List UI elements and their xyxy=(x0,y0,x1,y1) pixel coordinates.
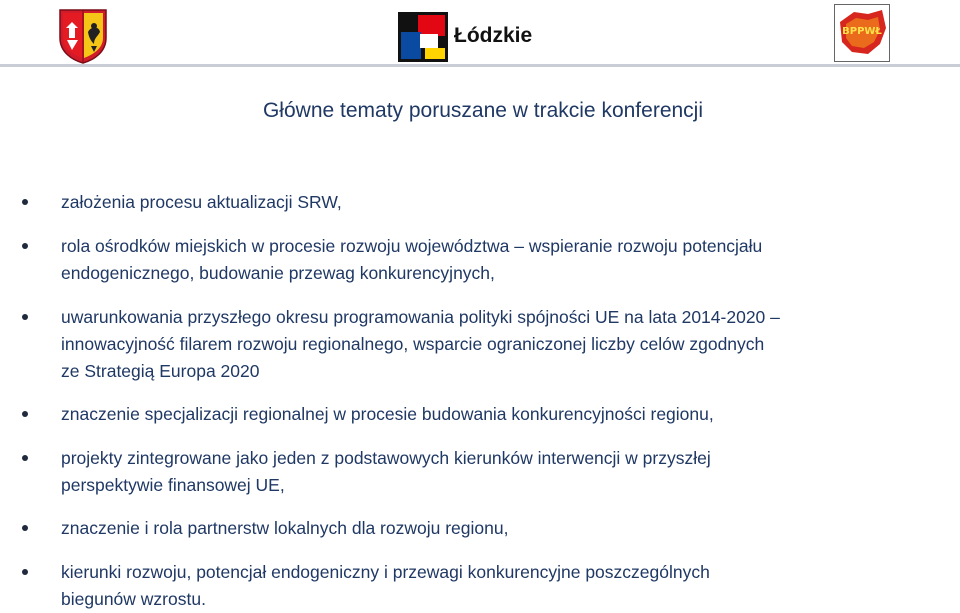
bullet-icon xyxy=(22,525,28,531)
lodzkie-logo-mark xyxy=(398,12,448,62)
lodzkie-logo-text: Łódzkie xyxy=(454,24,533,47)
slide-title: Główne tematy poruszane w trakcie konferencji xyxy=(262,99,704,122)
bppwl-logo xyxy=(834,4,890,62)
list-item-line: biegunów wzrostu. xyxy=(61,589,206,609)
list-item-line: rola ośrodków miejskich w procesie rozwoju województwa – wspieranie rozwoju potencjału xyxy=(61,236,763,256)
bullet-icon xyxy=(22,455,28,461)
list-item-line: założenia procesu aktualizacji SRW, xyxy=(61,192,342,212)
bullet-icon xyxy=(22,243,28,249)
bullet-icon xyxy=(22,199,28,205)
bppwl-logo-text: BPPWŁ xyxy=(842,26,882,37)
coat-of-arms-logo xyxy=(58,8,108,64)
list-item-line: perspektywie finansowej UE, xyxy=(61,475,285,495)
header-divider xyxy=(0,64,960,67)
list-item-line: uwarunkowania przyszłego okresu programowania polityki spójności UE na lata 2014-2020 – xyxy=(61,307,780,327)
list-item-text xyxy=(61,445,941,499)
list-item-text xyxy=(61,515,941,542)
list-item-text xyxy=(61,304,941,385)
bullet-icon xyxy=(22,314,28,320)
list-item-line: ze Strategią Europa 2020 xyxy=(61,361,260,381)
list-item-text xyxy=(61,233,941,287)
bullet-icon xyxy=(22,411,28,417)
list-item-line: kierunki rozwoju, potencjał endogeniczny i przewagi konkurencyjne poszczególnych xyxy=(61,562,710,582)
list-item-line: znaczenie specjalizacji regionalnej w procesie budowania konkurencyjności regionu, xyxy=(61,404,714,424)
bullet-icon xyxy=(22,569,28,575)
list-item-text xyxy=(61,401,941,428)
list-item-line: innowacyjność filarem rozwoju regionalnego, wsparcie ograniczonej liczby celów zgodnych xyxy=(61,334,765,354)
list-item-line: endogenicznego, budowanie przewag konkurencyjnych, xyxy=(61,263,495,283)
list-item-text xyxy=(61,189,941,216)
list-item-text xyxy=(61,559,941,613)
header xyxy=(0,0,960,68)
list-item-line: projekty zintegrowane jako jeden z podstawowych kierunków interwencji w przyszłej xyxy=(61,448,711,468)
list-item-line: znaczenie i rola partnerstw lokalnych dla rozwoju regionu, xyxy=(61,518,509,538)
